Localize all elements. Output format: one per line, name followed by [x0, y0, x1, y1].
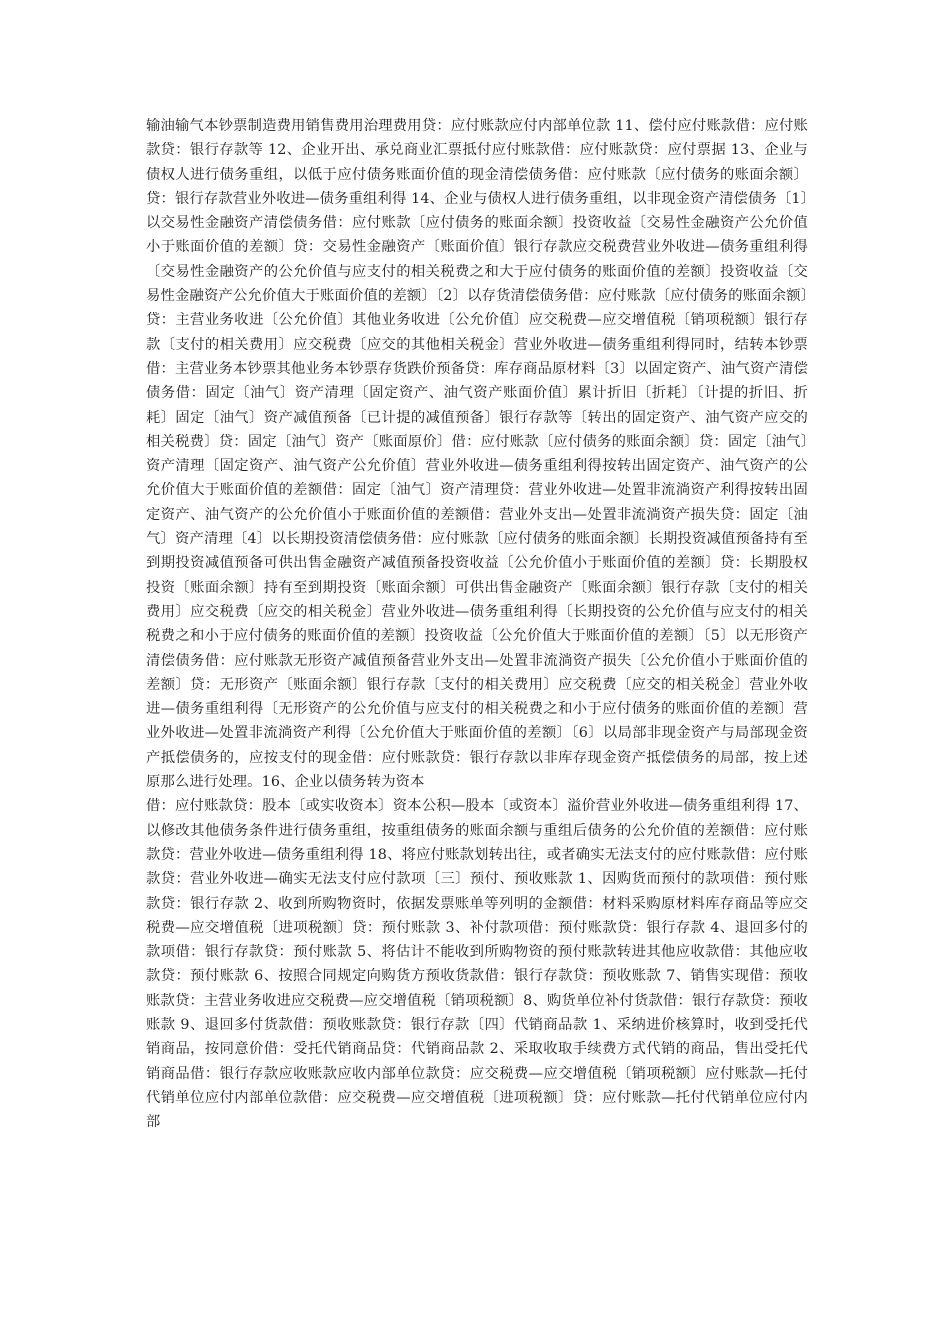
body-paragraph-1: 输油输气本钞票制造费用销售费用治理费用贷：应付账款应付内部单位款 11、偿付应付账款借：应付账款贷：银行存款等 12、企业开出、承兑商业汇票抵付应付账款借：应付账款贷：应付票据 13、企业与债权人进行债务重组，以低于应付债务账面价值的现金清偿债务借：应付账款〔应付债务的账面余额〕贷：银行存款营业外收进—债务重组利得 14、企业与债权人进行债务重组，以非现金资产清偿债务〔1〕以交易性金融资产清偿债务借：应付账款〔应付债务的账面余额〕投资收益〔交易性金融资产公允价值小于账面价值的差额〕贷：交易性金融资产〔账面价值〕银行存款应交税费营业外收进—债务重组利得〔交易性金融资产的公允价值与应支付的相关税费之和大于应付债务的账面价值的差额〕投资收益〔交易性金融资产公允价值大于账面价值的差额〕〔2〕以存货清偿债务借：应付账款〔应付债务的账面余额〕贷：主营业务收进〔公允价值〕其他业务收进〔公允价值〕应交税费—应交增值税〔销项税额〕银行存款〔支付的相关费用〕应交税费〔应交的其他相关税金〕营业外收进—债务重组利得同时，结转本钞票借：主营业务本钞票其他业务本钞票存货跌价预备贷：库存商品原材料〔3〕以固定资产、油气资产清偿债务借：固定〔油气〕资产清理〔固定资产、油气资产账面价值〕累计折旧〔折耗〕〔计提的折旧、折耗〕固定〔油气〕资产减值预备〔已计提的减值预备〕银行存款等〔转出的固定资产、油气资产应交的相关税费〕贷：固定〔油气〕资产〔账面原价〕借：应付账款〔应付债务的账面余额〕贷：固定〔油气〕资产清理〔固定资产、油气资产公允价值〕营业外收进—债务重组利得按转出固定资产、油气资产的公允价值大于账面价值的差额借：固定〔油气〕资产清理贷：营业外收进—处置非流淌资产利得按转出固定资产、油气资产的公允价值小于账面价值的差额借：营业外支出—处置非流淌资产损失贷：固定〔油气〕资产清理〔4〕以长期投资清偿债务借：应付账款〔应付债务的账面余额〕长期投资减值预备持有至到期投资减值预备可供出售金融资产减值预备投资收益〔公允价值小于账面价值的差额〕贷：长期股权投资〔账面余额〕持有至到期投资〔账面余额〕可供出售金融资产〔账面余额〕银行存款〔支付的相关费用〕应交税费〔应交的相关税金〕营业外收进—债务重组利得〔长期投资的公允价值与应支付的相关税费之和小于应付债务的账面价值的差额〕投资收益〔公允价值大于账面价值的差额〕〔5〕以无形资产清偿债务借：应付账款无形资产减值预备营业外支出—处置非流淌资产损失〔公允价值小于账面价值的差额〕贷：无形资产〔账面余额〕银行存款〔支付的相关费用〕应交税费〔应交的相关税金〕营业外收进—债务重组利得〔无形资产的公允价值与应支付的相关税费之和小于应付债务的账面价值的差额〕营业外收进—处置非流淌资产利得〔公允价值大于账面价值的差额〕〔6〕以局部非现金资产与局部现金资产抵偿债务的，应按支付的现金借：应付账款贷：银行存款以非库存现金资产抵偿债务的局部，按上述原那么进行处理。16、企业以债务转为资本 [146, 118, 808, 791]
document-body [146, 114, 808, 1134]
body-paragraph-2: 借：应付账款贷：股本〔或实收资本〕资本公积—股本〔或资本〕溢价营业外收进—债务重组利得 17、以修改其他债务条件进行债务重组，按重组债务的账面余额与重组后债务的公允价值的差额借：应付账款贷：营业外收进—债务重组利得 18、将应付账款划转出往，或者确实无法支付的应付账款借：应付账款贷：营业外收进—确实无法支付应付款项〔三〕预付、预收账款 1、因购货而预付的款项借：预付账款贷：银行存款 2、收到所购物资时，依据发票账单等列明的金额借：材料采购原材料库存商品等应交税费—应交增值税〔进项税额〕贷：预付账款 3、补付款项借：预付账款贷：银行存款 4、退回多付的款项借：银行存款贷：预付账款 5、将估计不能收到所购物资的预付账款转进其他应收款借：其他应收款贷：预付账款 6、按照合同规定向购货方预收货款借：银行存款贷：预收账款 7、销售实现借：预收账款贷：主营业务收进应交税费—应交增值税〔销项税额〕8、购货单位补付货款借：银行存款贷：预收账款 9、退回多付货款借：预收账款贷：银行存款〔四〕代销商品款 1、采纳进价核算时，收到受托代销商品，按同意价借：受托代销商品贷：代销商品款 2、采取收取手续费方式代销的商品，售出受托代销商品借：银行存款应收账款应收内部单位款贷：应交税费—应交增值税〔销项税额〕应付账款—托付代销单位应付内部单位款借：应交税费—应交增值税〔进项税额〕贷：应付账款—托付代销单位应付内部 [146, 798, 808, 1131]
